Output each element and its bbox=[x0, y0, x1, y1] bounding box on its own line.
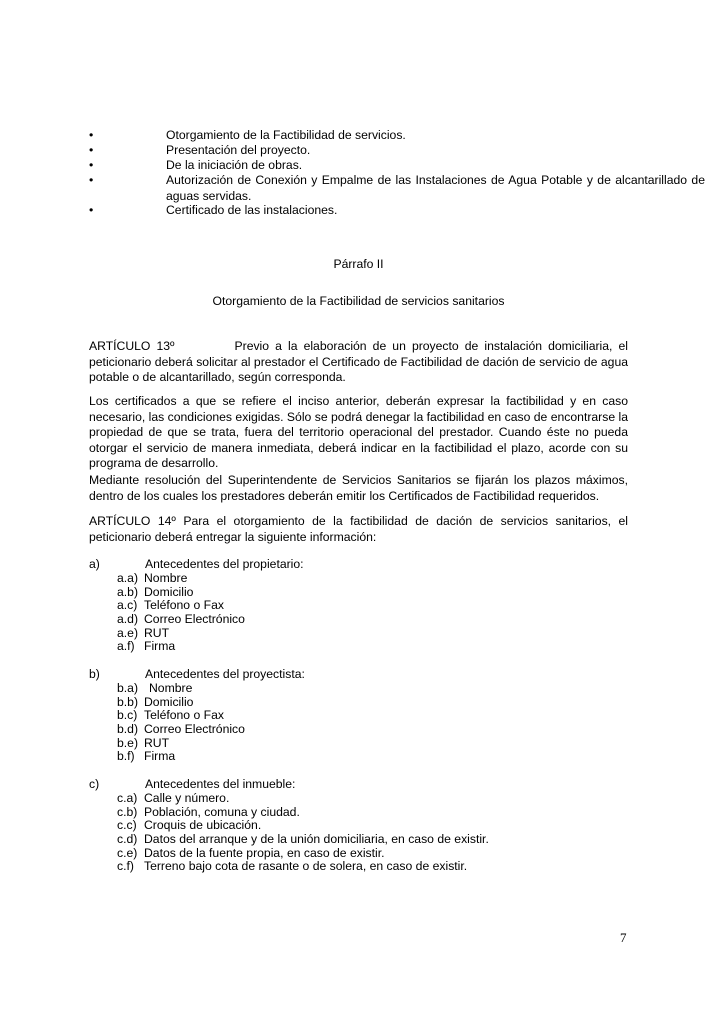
list-item-text: Datos de la fuente propia, en caso de existir. bbox=[144, 846, 385, 860]
bullet-text: Autorización de Conexión y Empalme de las Instalaciones de Agua Potable y de alcantarillado de aguas servidas. bbox=[166, 173, 705, 203]
list-title: Antecedentes del proyectista: bbox=[145, 667, 305, 681]
list-label: c) bbox=[89, 777, 100, 791]
list-item-code: b.d) bbox=[117, 722, 139, 736]
list-item-code: c.d) bbox=[117, 832, 138, 846]
bullet-text: Certificado de las instalaciones. bbox=[166, 203, 338, 217]
page-number: 7 bbox=[620, 930, 627, 945]
article-14-label: ARTÍCULO 14º bbox=[89, 514, 176, 528]
list-item-code: a.b) bbox=[117, 585, 139, 599]
list-item-text: Teléfono o Fax bbox=[144, 708, 224, 722]
bullet-symbol: • bbox=[89, 173, 94, 187]
list-item-text: Domicilio bbox=[144, 695, 194, 709]
list-item-code: a.c) bbox=[117, 598, 138, 612]
list-item-text: Calle y número. bbox=[144, 791, 230, 805]
list-label: b) bbox=[89, 667, 100, 681]
bullet-symbol: • bbox=[89, 158, 94, 172]
bullet-symbol: • bbox=[89, 203, 94, 217]
list-item-text: Datos del arranque y de la unión domiciliaria, en caso de existir. bbox=[144, 832, 489, 846]
list-item-text: Nombre bbox=[144, 571, 188, 585]
list-title: Antecedentes del propietario: bbox=[145, 557, 304, 571]
article-13-text: Previo a la elaboración de un proyecto de instalación domiciliaria, el peticionario deberá solicitar al prestador el Certificado de Factibilidad de dación de servicio de agua potable o de alcantarillado, según corresponda. bbox=[89, 339, 629, 384]
list-item-code: a.f) bbox=[117, 639, 135, 653]
list-item-code: b.f) bbox=[117, 749, 135, 763]
list-label: a) bbox=[89, 557, 100, 571]
bullet-text: Otorgamiento de la Factibilidad de servicios. bbox=[166, 128, 406, 142]
article-13-label: ARTÍCULO 13º bbox=[89, 339, 175, 353]
list-item-code: c.b) bbox=[117, 805, 138, 819]
paragraph-resolution: Mediante resolución del Superintendente de Servicios Sanitarios se fijarán los plazos máximos, dentro de los cuales los prestadores deberán emitir los Certificados de Factibilidad requeridos. bbox=[89, 473, 628, 503]
list-item-text: Nombre bbox=[149, 681, 193, 695]
bullet-text: De la iniciación de obras. bbox=[166, 158, 303, 172]
article-14-text: Para el otorgamiento de la factibilidad de dación de servicios sanitarios, el peticionario deberá entregar la siguiente información: bbox=[89, 514, 629, 544]
list-item-text: RUT bbox=[144, 626, 170, 640]
list-item-code: c.e) bbox=[117, 846, 138, 860]
list-item-code: a.a) bbox=[117, 571, 139, 585]
list-item-code: c.f) bbox=[117, 859, 134, 873]
list-item-text: Terreno bajo cota de rasante o de solera, en caso de existir. bbox=[144, 859, 468, 873]
article-14 bbox=[89, 514, 628, 545]
bullet-text: Presentación del proyecto. bbox=[166, 143, 311, 157]
list-item-code: b.e) bbox=[117, 736, 139, 750]
list-item-code: b.b) bbox=[117, 695, 139, 709]
list-item-text: Teléfono o Fax bbox=[144, 598, 224, 612]
list-item-code: b.c) bbox=[117, 708, 138, 722]
paragraph-certificates: Los certificados a que se refiere el inciso anterior, deberán expresar la factibilidad y en caso necesario, las condiciones exigidas. Sólo se podrá denegar la factibilidad en caso de encontrarse la propiedad de que se trata, fuera del territorio operacional del prestador. Cuando éste no pueda otorgar el servicio de manera inmediata, deberá indicar en la factibilidad el plazo, acorde con su programa de desarrollo. bbox=[89, 394, 628, 470]
list-title: Antecedentes del inmueble: bbox=[145, 777, 296, 791]
list-item-code: c.c) bbox=[117, 818, 137, 832]
section-label: Párrafo II bbox=[333, 257, 384, 271]
list-item-text: Firma bbox=[144, 639, 176, 653]
bullet-symbol: • bbox=[89, 143, 94, 157]
list-item-text: Firma bbox=[144, 749, 176, 763]
list-item-text: Correo Electrónico bbox=[144, 612, 245, 626]
list-item-code: c.a) bbox=[117, 791, 138, 805]
bullet-symbol: • bbox=[89, 128, 94, 142]
list-item-code: a.d) bbox=[117, 612, 139, 626]
list-item-code: a.e) bbox=[117, 626, 139, 640]
list-item-text: RUT bbox=[144, 736, 170, 750]
list-item-text: Croquis de ubicación. bbox=[144, 818, 262, 832]
list-item-text: Correo Electrónico bbox=[144, 722, 245, 736]
article-13 bbox=[89, 339, 628, 386]
list-item-text: Domicilio bbox=[144, 585, 194, 599]
list-item-text: Población, comuna y ciudad. bbox=[144, 805, 300, 819]
list-item-code: b.a) bbox=[117, 681, 139, 695]
section-title: Otorgamiento de la Factibilidad de servicios sanitarios bbox=[212, 294, 505, 308]
